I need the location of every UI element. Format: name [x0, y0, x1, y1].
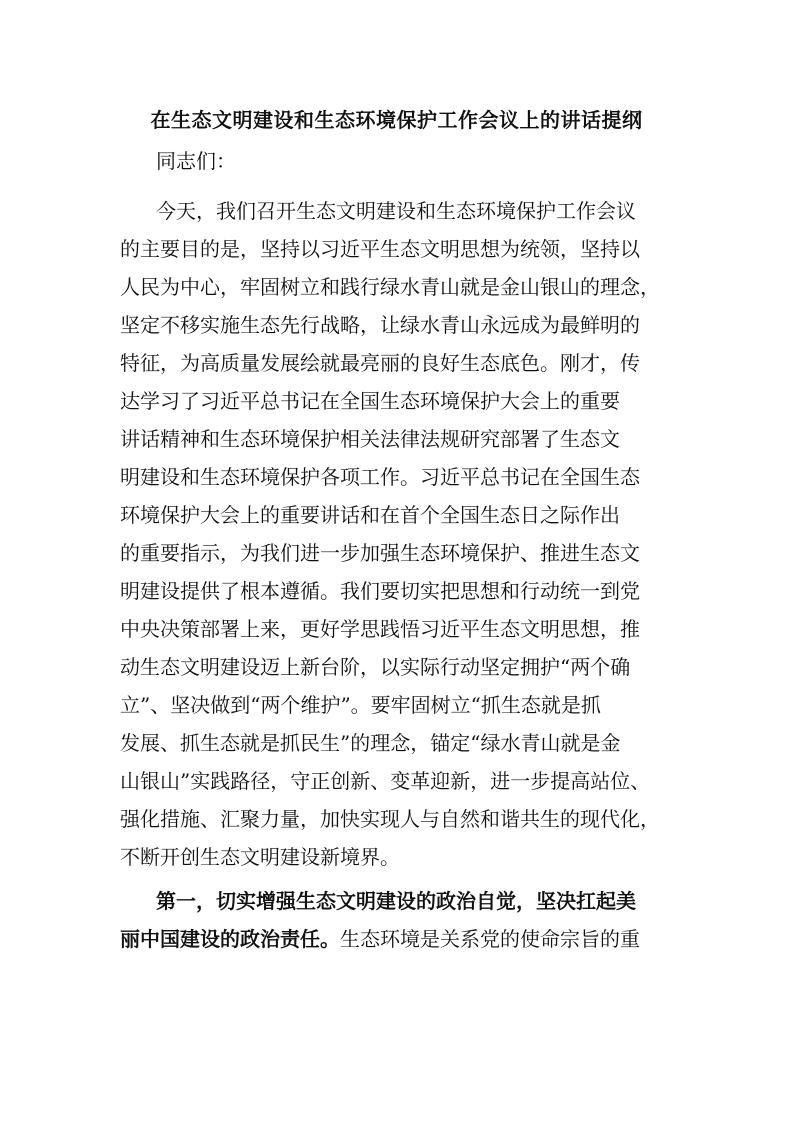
paragraph-line: 人民为中心，牢固树立和践行绿水青山就是金山银山的理念， [120, 275, 660, 299]
paragraph-line: 特征，为高质量发展绘就最亮丽的良好生态底色。刚才，传 [120, 351, 640, 375]
paragraph-line: 动生态文明建设迈上新台阶，以实际行动坚定拥护“两个确 [120, 655, 631, 679]
paragraph-line: 坚定不移实施生态先行战略，让绿水青山永远成为最鲜明的 [120, 313, 640, 337]
paragraph-line: 讲话精神和生态环境保护相关法律法规研究部署了生态文 [120, 427, 620, 451]
document-title: 在生态文明建设和生态环境保护工作会议上的讲话提纲 [150, 108, 643, 132]
paragraph-line: 的重要指示，为我们进一步加强生态环境保护、推进生态文 [120, 541, 640, 565]
document-body [120, 192, 680, 958]
paragraph-line: 不断开创生态文明建设新境界。 [120, 845, 400, 869]
paragraph-line: 环境保护大会上的重要讲话和在首个全国生态日之际作出 [120, 503, 620, 527]
paragraph-line: 的主要目的是，坚持以习近平生态文明思想为统领，坚持以 [120, 237, 640, 261]
paragraph-line: 明建设和生态环境保护各项工作。习近平总书记在全国生态 [120, 465, 640, 489]
section-body-text: 生态环境是关系党的使命宗旨的重 [340, 927, 640, 951]
salutation: 同志们： [156, 149, 236, 173]
paragraph-line: 强化措施、汇聚力量，加快实现人与自然和谐共生的现代化， [120, 807, 660, 831]
section-heading-continuation: 丽中国建设的政治责任。 [120, 927, 340, 951]
section-heading: 第一，切实增强生态文明建设的政治自觉，坚决扛起美 [156, 889, 636, 913]
paragraph-line: 今天，我们召开生态文明建设和生态环境保护工作会议 [156, 199, 636, 223]
section-line [120, 920, 680, 958]
paragraph-line: 明建设提供了根本遵循。我们要切实把思想和行动统一到党 [120, 579, 640, 603]
paragraph-line: 山银山”实践路径，守正创新、变革迎新，进一步提高站位、 [120, 769, 651, 793]
paragraph-line: 中央决策部署上来，更好学思践悟习近平生态文明思想，推 [120, 617, 640, 641]
paragraph-line: 立”、坚决做到“两个维护”。要牢固树立“抓生态就是抓 [120, 693, 601, 717]
paragraph-line: 发展、抓生态就是抓民生”的理念，锚定“绿水青山就是金 [120, 731, 621, 755]
paragraph-line: 达学习了习近平总书记在全国生态环境保护大会上的重要 [120, 389, 620, 413]
